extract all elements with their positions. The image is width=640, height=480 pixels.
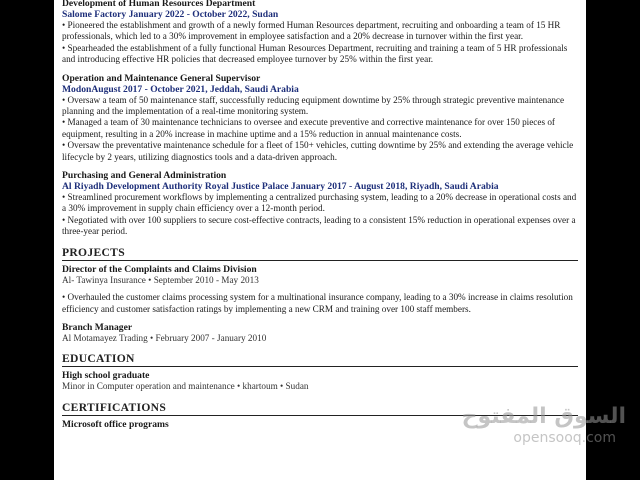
job-title: Operation and Maintenance General Supervisor [62, 72, 261, 84]
projects-heading: PROJECTS [62, 246, 578, 261]
project-meta: Al Motamayez Trading • February 2007 - January 2010 [62, 332, 267, 343]
job-bullet: • Pioneered the establishment and growth of a newly formed Human Resources department, recruiting and onboarding a team of 15 HR professionals, which led to a 30% improvement in employee satisfaction and a 20% decrease in turnover within the first year. [62, 20, 561, 42]
experience-entry [62, 73, 578, 163]
project-title: Branch Manager [62, 321, 133, 333]
job-bullet: • Oversaw the preventative maintenance schedule for a fleet of 150+ vehicles, cutting downtime by 25% and extending the average vehicle lifecycle by 2 years, utilizing diagnostics tools and a data-driven approach. [62, 140, 574, 162]
watermark-latin: opensooq.com [513, 430, 616, 446]
project-meta: Al- Tawinya Insurance • September 2010 - May 2013 [62, 274, 259, 285]
job-bullet: • Oversaw a team of 50 maintenance staff, successfully reducing equipment downtime by 25% through strategic preventive maintenance planning and the implementation of a real-time monitoring system. [62, 94, 565, 117]
certification-title: Microsoft office programs [62, 418, 169, 430]
education-title: High school graduate [62, 370, 150, 382]
job-company-dates: Al Riyadh Development Authority Royal Justice Palace January 2017 - August 2018, Riyadh, Saudi Arabia [62, 181, 499, 193]
job-bullet: • Negotiated with over 100 suppliers to secure cost-effective contracts, leading to a consistent 15% reduction in operational expenses over a three-year period. [62, 214, 576, 237]
resume-content [62, 0, 578, 430]
certifications-heading: CERTIFICATIONS [62, 401, 578, 416]
job-company-dates: Salome Factory January 2022 - October 2022, Sudan [62, 9, 279, 20]
watermark-arabic: السوق المفتوح [461, 404, 626, 429]
education-heading: EDUCATION [62, 352, 578, 367]
job-title: Purchasing and General Administration [62, 170, 227, 182]
resume-page [54, 0, 586, 480]
experience-entry [62, 0, 578, 66]
job-bullet: • Spearheaded the establishment of a fully functional Human Resources Department, recruiting and training a team of 5 HR professionals and introducing effective HR policies that decreased employee turnover by 25% within the first year. [62, 42, 568, 65]
job-bullet: • Managed a team of 30 maintenance technicians to oversee and execute preventive and corrective maintenance for over 150 pieces of equipment, resulting in a 20% increase in machine uptime and a 15% reduction in annual maintenance costs. [62, 117, 555, 139]
job-company-dates: ModonAugust 2017 - October 2021, Jeddah, Saudi Arabia [62, 83, 299, 95]
project-bullet: • Overhauled the customer claims processing system for a multinational insurance company, leading to a 30% increase in claims resolution efficiency and customer satisfaction ratings by implementing a new CRM and training over 100 staff members. [62, 292, 573, 314]
job-title: Development of Human Resources Department [62, 0, 256, 9]
job-bullet: • Streamlined procurement workflows by implementing a centralized purchasing system, leading to a 20% decrease in operational costs and a 30% improvement in supply chain efficiency over a 12-month period. [62, 192, 577, 214]
experience-entry [62, 170, 578, 238]
project-title: Director of the Complaints and Claims Division [62, 263, 257, 275]
education-meta: Minor in Computer operation and maintenance • khartoum • Sudan [62, 381, 309, 392]
